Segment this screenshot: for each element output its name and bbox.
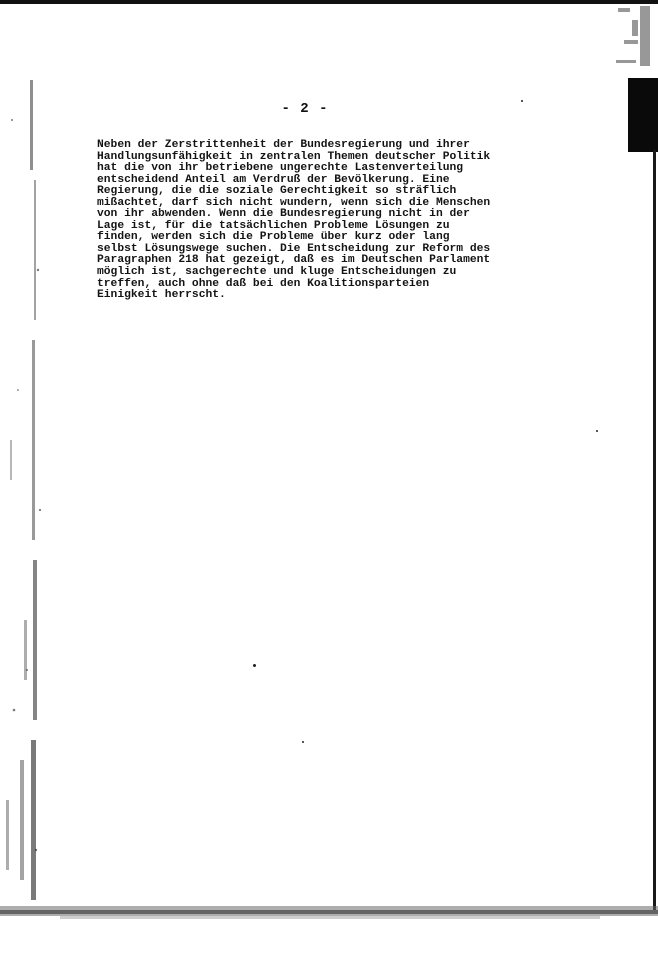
- page-number: - 2 -: [281, 101, 329, 117]
- scan-top-edge: [0, 0, 658, 4]
- paragraph-line: Neben der Zerstrittenheit der Bundesregierung und ihrer: [97, 139, 470, 151]
- paragraph-line: treffen, auch ohne daß bei den Koalitionsparteien: [97, 277, 430, 290]
- scan-speck: [521, 100, 523, 102]
- paragraph-line: Lage ist, für die tatsächlichen Probleme Lösungen zu: [97, 219, 450, 232]
- paragraph-line: Einigkeit herrscht.: [97, 289, 226, 302]
- paragraph-line: mißachtet, darf sich nicht wundern, wenn sich die Menschen: [97, 196, 491, 209]
- paragraph-line: von ihr abwenden. Wenn die Bundesregierung nicht in der: [97, 208, 470, 221]
- paragraph-line: hat die von ihr betriebene ungerechte Lastenverteilung: [97, 162, 464, 175]
- scan-right-black-bar: [628, 78, 658, 152]
- paragraph-line: selbst Lösungswege suchen. Die Entscheidung zur Reform des: [97, 242, 491, 255]
- scan-right-edge-line: [653, 150, 656, 910]
- scan-speck: [302, 741, 304, 743]
- paragraph-line: Paragraphen 218 hat gezeigt, daß es im Deutschen Parlament: [97, 254, 491, 267]
- paragraph-line: möglich ist, sachgerechte und kluge Entscheidungen zu: [97, 266, 457, 279]
- body-paragraph: [97, 140, 527, 302]
- paragraph-line: finden, werden sich die Probleme über kurz oder lang: [97, 231, 450, 244]
- scan-bottom-edge-noise: [0, 906, 658, 956]
- paragraph-line: Handlungsunfähigkeit in zentralen Themen deutscher Politik: [97, 150, 491, 163]
- paragraph-line: Regierung, die die soziale Gerechtigkeit so sträflich: [97, 185, 457, 198]
- scan-corner-noise: [588, 0, 658, 80]
- scan-speck: [596, 430, 598, 432]
- scan-speck: [253, 664, 256, 667]
- paragraph-line: entscheidend Anteil am Verdruß der Bevölkerung. Eine: [97, 173, 450, 186]
- scan-left-edge-noise: [0, 60, 46, 910]
